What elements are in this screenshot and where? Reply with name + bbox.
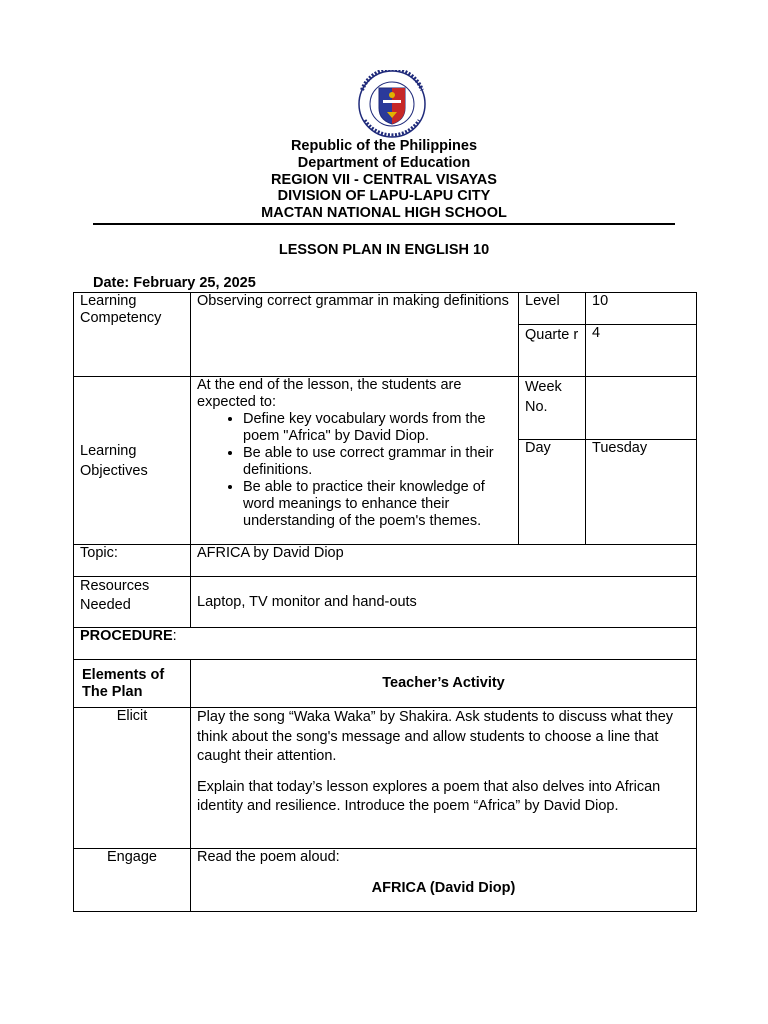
- elicit-label: Elicit: [74, 708, 191, 849]
- level-value: 10: [586, 293, 697, 325]
- topic-label: Topic:: [74, 545, 191, 577]
- level-label: Level: [519, 293, 586, 325]
- procedure-label: PROCEDURE: [80, 628, 173, 644]
- list-item: • Be able to use correct grammar in their definitions.: [243, 445, 512, 479]
- school-header: [0, 138, 768, 222]
- table-row: [74, 849, 697, 912]
- engage-instruction: Read the poem aloud:: [197, 849, 340, 865]
- elicit-paragraph-2: Explain that today’s lesson explores a poem that also delves into African identity and resilience. Introduce the poem “Africa” by David Diop.: [197, 778, 661, 814]
- quarter-value: 4: [586, 325, 697, 377]
- header-department: Department of Education: [297, 154, 471, 171]
- list-item: • Be able to practice their knowledge of word meanings to enhance their understanding of the poem's themes.: [243, 479, 512, 530]
- quarter-label: Quarte r: [519, 325, 586, 377]
- list-item: • Define key vocabulary words from the poem "Africa" by David Diop.: [243, 411, 512, 445]
- table-row: [74, 708, 697, 849]
- lesson-plan-title: LESSON PLAN IN ENGLISH 10: [278, 242, 490, 258]
- topic-value: AFRICA by David Diop: [191, 545, 697, 577]
- header-divider: [93, 223, 675, 225]
- day-label: Day: [519, 440, 586, 545]
- poem-title: AFRICA (David Diop): [371, 880, 516, 896]
- header-region: REGION VII - CENTRAL VISAYAS: [271, 171, 497, 188]
- competency-label: Learning Competency: [74, 293, 191, 377]
- table-row: [74, 577, 697, 628]
- engage-cell: [191, 849, 697, 912]
- objectives-cell: [191, 377, 519, 545]
- elicit-cell: [191, 708, 697, 849]
- table-row: [74, 628, 697, 660]
- table-row: [74, 545, 697, 577]
- deped-seal-logo: [349, 70, 435, 138]
- header-republic: Republic of the Philippines: [290, 138, 478, 154]
- elements-header: Elements of The Plan: [74, 660, 191, 708]
- week-value: [586, 377, 697, 440]
- objectives-list: [197, 411, 512, 530]
- day-value: Tuesday: [586, 440, 697, 545]
- objectives-label: Learning Objectives: [74, 377, 191, 545]
- competency-value: Observing correct grammar in making definitions: [191, 293, 519, 377]
- table-row: [74, 377, 697, 440]
- lesson-date: Date: February 25, 2025: [93, 275, 256, 291]
- engage-label: Engage: [74, 849, 191, 912]
- header-school: MACTAN NATIONAL HIGH SCHOOL: [261, 205, 507, 222]
- elicit-paragraph-1: Play the song “Waka Waka” by Shakira. Ask students to discuss what they think about the song's message and allow students to choose a line that caught their attention.: [197, 709, 674, 764]
- header-division: DIVISION OF LAPU-LAPU CITY: [277, 188, 491, 205]
- teacher-activity-header: Teacher’s Activity: [191, 660, 697, 708]
- resources-label: Resources Needed: [74, 577, 191, 628]
- table-row: [74, 660, 697, 708]
- lesson-plan-table: [73, 292, 697, 912]
- procedure-heading: [74, 628, 697, 660]
- objectives-intro: At the end of the lesson, the students are expected to:: [197, 377, 462, 410]
- procedure-colon: :: [172, 628, 177, 644]
- table-row: [74, 293, 697, 325]
- resources-value: Laptop, TV monitor and hand-outs: [191, 577, 697, 628]
- week-label: Week No.: [519, 377, 586, 440]
